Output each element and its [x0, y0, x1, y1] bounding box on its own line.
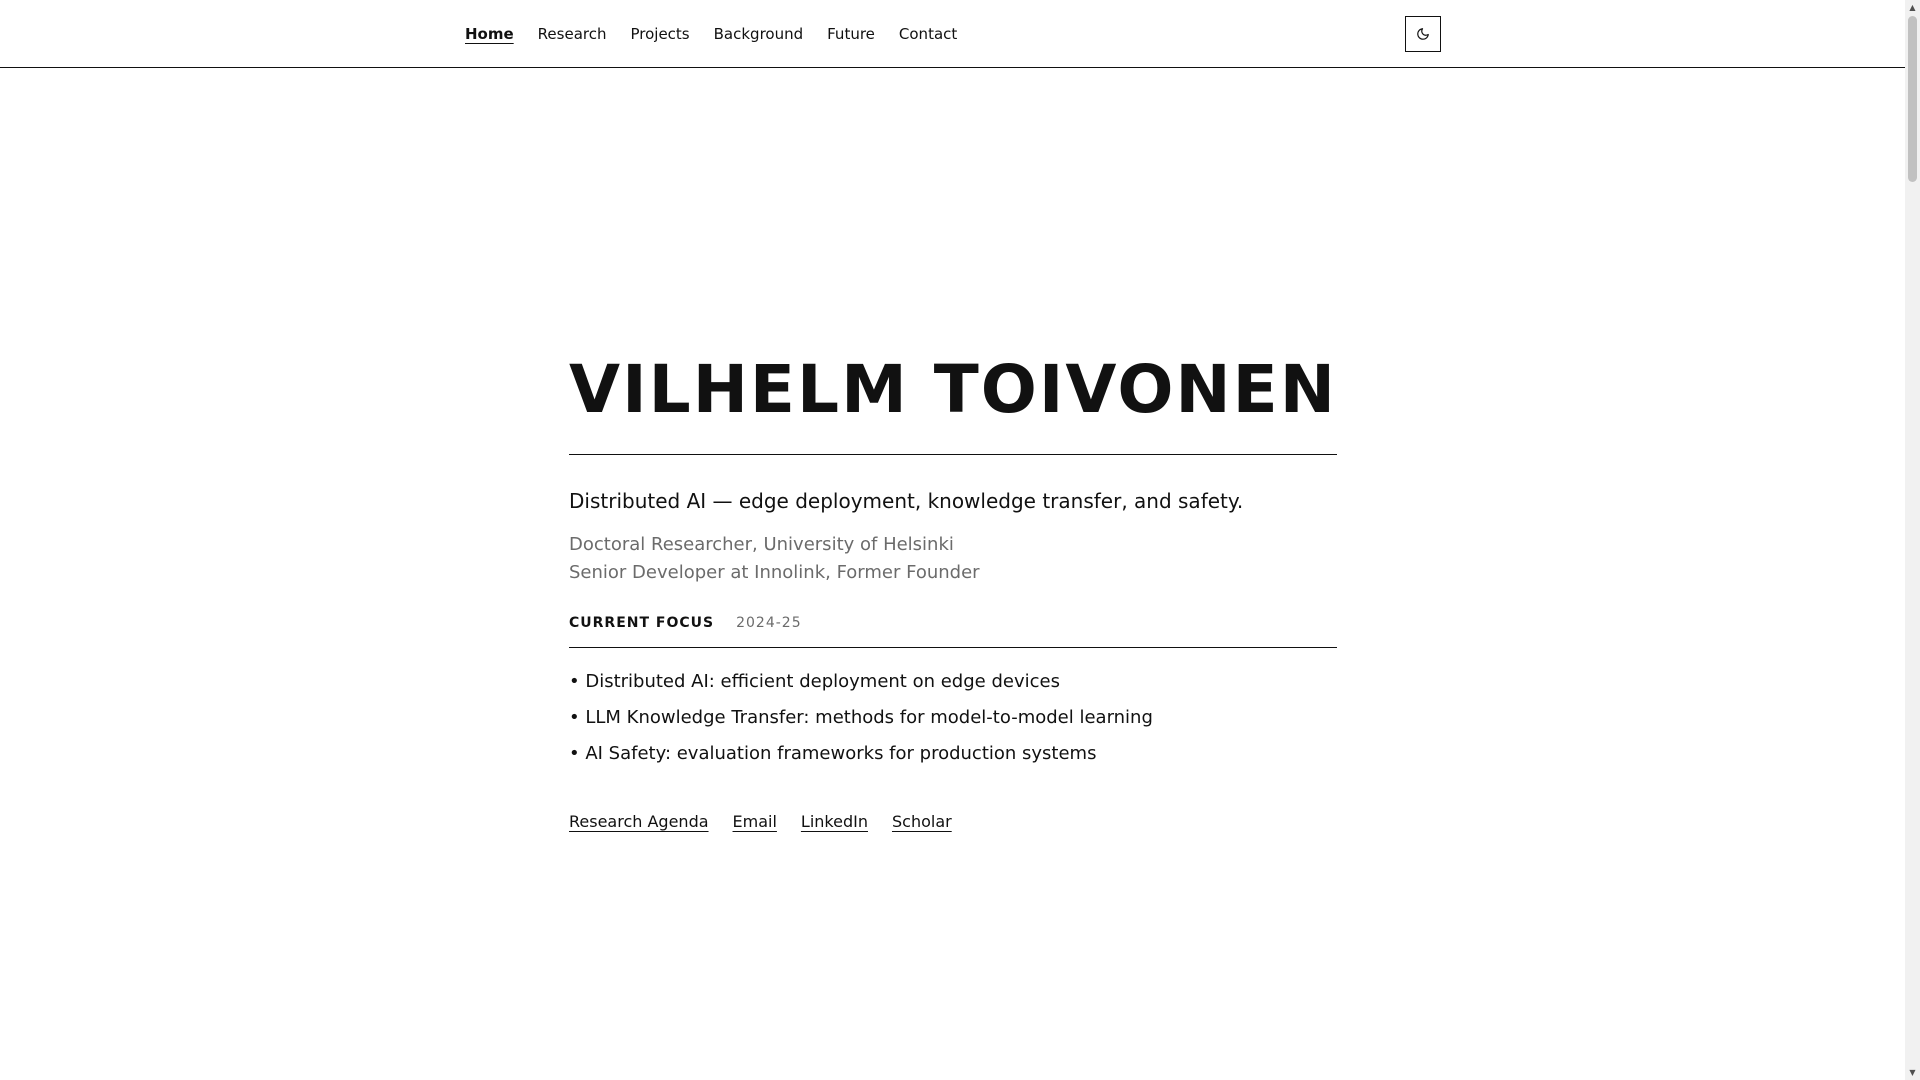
main-nav	[465, 0, 981, 68]
nav-contact[interactable]: Contact	[898, 25, 958, 43]
current-focus-header	[569, 615, 1337, 648]
nav-projects[interactable]: Projects	[630, 25, 690, 43]
focus-item-ai-safety: • AI Safety: evaluation frameworks for production systems	[569, 743, 1097, 764]
current-focus-label: CURRENT FOCUS	[569, 615, 715, 631]
linkedin-link[interactable]: LinkedIn	[800, 812, 868, 831]
roles	[569, 531, 1337, 587]
nav-future[interactable]: Future	[827, 25, 875, 43]
theme-toggle-button[interactable]	[1405, 16, 1441, 52]
role-developer: Senior Developer at Innolink, Former Founder	[569, 562, 980, 583]
focus-item-distributed-ai: • Distributed AI: efficient deployment on edge devices	[569, 671, 1060, 692]
email-link[interactable]: Email	[732, 812, 777, 831]
nav-background[interactable]: Background	[713, 25, 804, 43]
scrollbar-thumb[interactable]	[1908, 16, 1917, 182]
tagline: Distributed AI — edge deployment, knowledge transfer, and safety.	[569, 489, 1244, 513]
hero-links	[569, 812, 1337, 831]
scroll-down-arrow-icon[interactable]: ▼	[1909, 1068, 1916, 1077]
site-header	[0, 0, 1905, 68]
nav-research[interactable]: Research	[537, 25, 607, 43]
page-title: VILHELM TOIVONEN	[569, 350, 1337, 455]
research-agenda-link[interactable]: Research Agenda	[569, 812, 709, 831]
moon-icon	[1416, 27, 1430, 41]
role-doctoral: Doctoral Researcher, University of Helsinki	[569, 534, 954, 555]
focus-list	[569, 664, 1337, 772]
current-focus-years: 2024-25	[736, 615, 802, 631]
hero-section	[569, 350, 1337, 831]
vertical-scrollbar[interactable]	[1905, 0, 1920, 1080]
scholar-link[interactable]: Scholar	[891, 812, 952, 831]
scroll-up-arrow-icon[interactable]: ▲	[1909, 3, 1916, 12]
nav-home[interactable]: Home	[465, 25, 514, 43]
focus-item-knowledge-transfer: • LLM Knowledge Transfer: methods for model-to-model learning	[569, 707, 1153, 728]
